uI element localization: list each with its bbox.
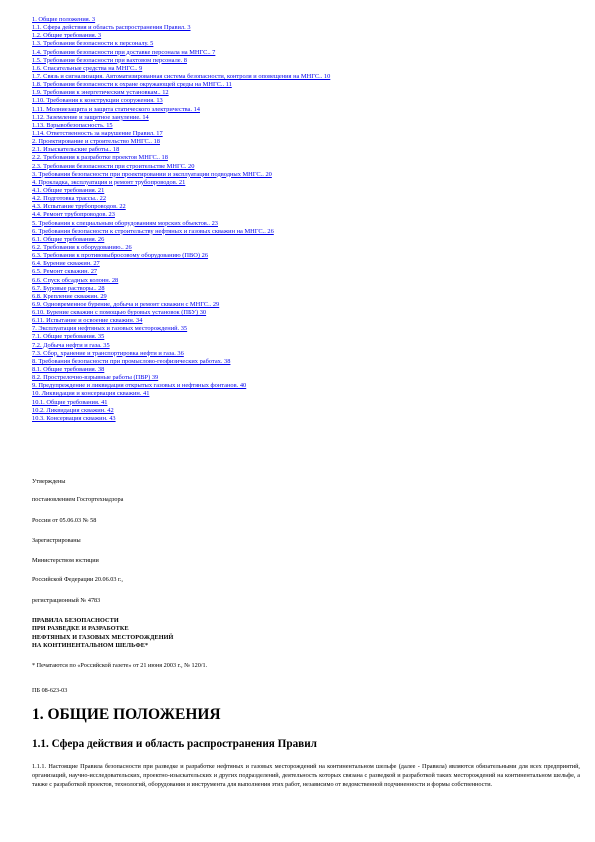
toc-item[interactable] xyxy=(32,24,577,32)
toc-link[interactable]: 6.4. Бурение скважин. 27 xyxy=(32,260,100,268)
toc-item[interactable] xyxy=(32,211,577,219)
toc-link[interactable]: 6. Требования безопасности к строительству нефтяных и газовых скважин на МНГС.. 26 xyxy=(32,227,274,235)
toc-item[interactable] xyxy=(32,16,577,24)
toc-item[interactable] xyxy=(32,415,577,423)
toc-link[interactable]: 1.13. Взрывобезопасность. 15 xyxy=(32,121,113,129)
toc-link[interactable]: 6.3. Требования к противовыбросовому оборудованию (ПВО) 26 xyxy=(32,252,209,260)
toc-item[interactable] xyxy=(32,32,577,40)
toc-item[interactable] xyxy=(32,220,577,228)
toc-link[interactable]: 1.9. Требования к энергетическим установкам.. 12 xyxy=(32,89,169,97)
toc-link[interactable]: 6.10. Бурение скважин с помощью буровых установок (ПБУ) 30 xyxy=(32,309,207,317)
toc-item[interactable] xyxy=(32,244,577,252)
toc-link[interactable]: 7.2. Добыча нефти и газа. 35 xyxy=(32,341,110,349)
toc-link[interactable]: 1.1. Сфера действия и область распространения Правил. 3 xyxy=(32,24,191,32)
toc-link[interactable]: 1.5. Требования безопасности при вахтовом персонале. 8 xyxy=(32,56,187,64)
toc-item[interactable] xyxy=(32,154,577,162)
toc-link[interactable]: 7.1. Общие требования. 35 xyxy=(32,333,105,341)
toc-link[interactable]: 1.8. Требования безопасности к охране окружающей среды на МНГС.. 11 xyxy=(32,81,232,89)
toc-item[interactable] xyxy=(32,374,577,382)
toc-link[interactable]: 1.6. Спасательные средства на МНГС.. 9 xyxy=(32,64,143,72)
toc-item[interactable] xyxy=(32,138,577,146)
toc-link[interactable]: 7.3. Сбор, хранение и транспортировка нефти и газа. 36 xyxy=(32,349,184,357)
toc-link[interactable]: 6.2. Требования к оборудованию.. 26 xyxy=(32,243,132,251)
toc-item[interactable] xyxy=(32,57,577,65)
registration-date: Российской Федерации 20.06.03 г., xyxy=(32,576,123,583)
toc-item[interactable] xyxy=(32,163,577,171)
toc-item[interactable] xyxy=(32,171,577,179)
toc-link[interactable]: 5. Требования к специальным оборудованиям морских объектов.. 23 xyxy=(32,219,218,227)
document-title xyxy=(32,617,173,651)
toc-item[interactable] xyxy=(32,366,577,374)
toc-link[interactable]: 1.14. Ответственность за нарушение Правил. 17 xyxy=(32,129,163,137)
toc-item[interactable] xyxy=(32,195,577,203)
subsection-heading: 1.1. Сфера действия и область распространения Правил xyxy=(32,738,317,750)
toc-item[interactable] xyxy=(32,399,577,407)
toc-item[interactable] xyxy=(32,49,577,57)
toc-link[interactable]: 1.11. Молниезащита и защита статического электричества. 14 xyxy=(32,105,200,113)
toc-link[interactable]: 4. Прокладка, эксплуатация и ремонт трубопроводов. 21 xyxy=(32,178,186,186)
toc-item[interactable] xyxy=(32,268,577,276)
toc-link[interactable]: 4.3. Испытание трубопроводов. 22 xyxy=(32,203,126,211)
table-of-contents xyxy=(32,16,577,423)
toc-link[interactable]: 4.2. Подготовка трассы.. 22 xyxy=(32,195,107,203)
document-title-line: ПРИ РАЗВЕДКЕ И РАЗРАБОТКЕ xyxy=(32,625,129,633)
toc-link[interactable]: 7. Эксплуатация нефтяных и газовых месторождений. 35 xyxy=(32,325,188,333)
toc-link[interactable]: 1.7. Связь и сигнализация. Автоматизированная система безопасности, контроля и оповещения на МНГС.. 10 xyxy=(32,72,331,80)
body-paragraph: 1.1.1. Настоящие Правила безопасности при разведке и разработке нефтяных и газовых месторождений на континентальном шельфе (далее - Правила) являются обязательными для всех предприятий, организаций, научно-исследовательских, проектно-изыскательских и других подразделений, деятельность которых связана с разведкой и разработкой таких месторождений на континентальном шельфе, а также с разработкой проектов, технологий, оборудования и инструмента для выполнения этих работ, независимо от ведомственной подчиненности и формы собственности. xyxy=(32,763,580,789)
toc-item[interactable] xyxy=(32,179,577,187)
toc-link[interactable]: 9. Предупреждение и ликвидация открытых газовых и нефтяных фонтанов. 40 xyxy=(32,382,247,390)
section-heading: 1. ОБЩИЕ ПОЛОЖЕНИЯ xyxy=(32,706,221,723)
document-title-line: НА КОНТИНЕНТАЛЬНОМ ШЕЛЬФЕ* xyxy=(32,642,149,650)
toc-item[interactable] xyxy=(32,203,577,211)
toc-link[interactable]: 4.4. Ремонт трубопроводов. 23 xyxy=(32,211,115,219)
toc-item[interactable] xyxy=(32,187,577,195)
toc-item[interactable] xyxy=(32,301,577,309)
toc-link[interactable]: 1.10. Требования к конструкции сооружения. 13 xyxy=(32,97,163,105)
toc-item[interactable] xyxy=(32,236,577,244)
toc-item[interactable] xyxy=(32,114,577,122)
toc-item[interactable] xyxy=(32,65,577,73)
toc-link[interactable]: 10.3. Консервация скважин. 43 xyxy=(32,414,116,422)
toc-item[interactable] xyxy=(32,293,577,301)
toc-item[interactable] xyxy=(32,390,577,398)
toc-link[interactable]: 8.1. Общие требования. 38 xyxy=(32,366,105,374)
toc-item[interactable] xyxy=(32,252,577,260)
toc-link[interactable]: 1.3. Требования безопасности к персоналу. 5 xyxy=(32,40,154,48)
toc-link[interactable]: 10.2. Ликвидация скважин. 42 xyxy=(32,406,114,414)
toc-item[interactable] xyxy=(32,130,577,138)
toc-link[interactable]: 6.1. Общие требования. 26 xyxy=(32,235,105,243)
toc-item[interactable] xyxy=(32,309,577,317)
toc-item[interactable] xyxy=(32,277,577,285)
toc-link[interactable]: 6.8. Крепление скважин. 29 xyxy=(32,292,107,300)
toc-link[interactable]: 2. Проектирование и строительство МНГС.. 18 xyxy=(32,138,160,146)
toc-item[interactable] xyxy=(32,122,577,130)
document-code: ПБ 08-623-03 xyxy=(32,687,68,694)
toc-item[interactable] xyxy=(32,228,577,236)
toc-link[interactable]: 6.11. Испытание и освоение скважин. 34 xyxy=(32,317,143,325)
toc-link[interactable]: 6.6. Спуск обсадных колонн. 28 xyxy=(32,276,119,284)
toc-item[interactable] xyxy=(32,106,577,114)
approval-approved: Утверждены xyxy=(32,478,66,485)
toc-link[interactable]: 6.9. Одновременное бурение, добыча и ремонт скважин с МНГС.. 29 xyxy=(32,300,220,308)
toc-item[interactable] xyxy=(32,382,577,390)
toc-link[interactable]: 6.5. Ремонт скважин. 27 xyxy=(32,268,98,276)
toc-item[interactable] xyxy=(32,317,577,325)
registration-number: регистрационный № 4783 xyxy=(32,597,101,604)
toc-link[interactable]: 4.1. Общие требования. 21 xyxy=(32,186,105,194)
toc-item[interactable] xyxy=(32,260,577,268)
toc-item[interactable] xyxy=(32,333,577,341)
approval-resolution: постановлением Госгортехнадзора xyxy=(32,496,124,503)
toc-link[interactable]: 1.2. Общие требования. 3 xyxy=(32,32,102,40)
toc-item[interactable] xyxy=(32,81,577,89)
toc-item[interactable] xyxy=(32,407,577,415)
toc-item[interactable] xyxy=(32,73,577,81)
document-title-line: НЕФТЯНЫХ И ГАЗОВЫХ МЕСТОРОЖДЕНИЙ xyxy=(32,633,174,641)
toc-item[interactable] xyxy=(32,325,577,333)
toc-link[interactable]: 8. Требования безопасности при промыслово-геофизических работах. 38 xyxy=(32,357,231,365)
toc-link[interactable]: 2.1. Изыскательские работы.. 18 xyxy=(32,146,120,154)
toc-link[interactable]: 1. Общие положения. 3 xyxy=(32,16,96,23)
toc-item[interactable] xyxy=(32,97,577,105)
toc-link[interactable]: 2.3. Требования безопасности при строительстве МНГС. 20 xyxy=(32,162,195,170)
toc-item[interactable] xyxy=(32,285,577,293)
registration-ministry: Министерством юстиции xyxy=(32,557,99,564)
toc-link[interactable]: 8.2. Прострелочно-взрывные работы (ПВР) 39 xyxy=(32,374,159,382)
toc-link[interactable]: 10.1. Общие требования. 41 xyxy=(32,398,108,406)
toc-item[interactable] xyxy=(32,146,577,154)
toc-link[interactable]: 10. Ликвидация и консервация скважин. 41 xyxy=(32,390,150,398)
footnote: * Печатаются по «Российской газете» от 21 июня 2003 г., № 120/1. xyxy=(32,662,208,669)
toc-item[interactable] xyxy=(32,358,577,366)
toc-link[interactable]: 1.4. Требования безопасности при доставке персонала на МНГС.. 7 xyxy=(32,48,216,56)
toc-item[interactable] xyxy=(32,89,577,97)
toc-item[interactable] xyxy=(32,342,577,350)
toc-link[interactable]: 1.12. Заземление и защитное зануление. 14 xyxy=(32,113,149,121)
registration-label: Зарегистрированы xyxy=(32,537,81,544)
toc-link[interactable]: 3. Требования безопасности при проектировании и эксплуатации подводных МНГС.. 20 xyxy=(32,170,272,178)
toc-item[interactable] xyxy=(32,350,577,358)
approval-date: России от 05.06.03 № 58 xyxy=(32,517,97,524)
document-title-line: ПРАВИЛА БЕЗОПАСНОСТИ xyxy=(32,617,119,624)
toc-link[interactable]: 2.2. Требования к разработке проектов МНГС.. 18 xyxy=(32,154,168,162)
toc-link[interactable]: 6.7. Буровые растворы.. 28 xyxy=(32,284,105,292)
toc-item[interactable] xyxy=(32,40,577,48)
